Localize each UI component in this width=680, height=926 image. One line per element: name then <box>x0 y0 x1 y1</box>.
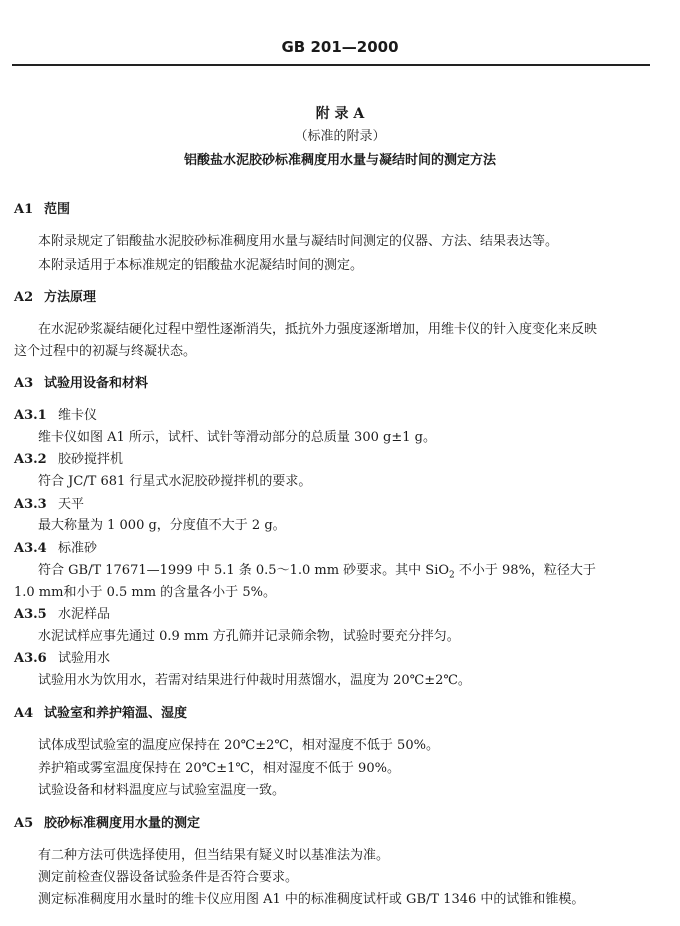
subsection-a3-1-heading <box>14 408 97 424</box>
paragraph-continued: 这个过程中的初凝与终凝状态。 <box>14 344 197 359</box>
paragraph: 符合 JC/T 681 行星式水泥胶砂搅拌机的要求。 <box>38 474 312 489</box>
standard-code-header: GB 201—2000 <box>281 38 399 56</box>
section-title: 试验用设备和材料 <box>44 376 149 391</box>
subsection-title: 胶砂搅拌机 <box>58 452 124 467</box>
paragraph: 本附录适用于本标准规定的铝酸盐水泥凝结时间的测定。 <box>38 258 364 273</box>
paragraph: 试验设备和材料温度应与试验室温度一致。 <box>38 783 286 798</box>
section-number: A1 <box>14 202 34 217</box>
paragraph: 水泥试样应事先通过 0.9 mm 方孔筛并记录筛余物，试验时要充分拌匀。 <box>38 629 460 644</box>
paragraph: 试体成型试验室的温度应保持在 20℃±2℃，相对湿度不低于 50%。 <box>38 738 439 753</box>
subsection-a3-2-heading <box>14 452 123 468</box>
paragraph: 有二种方法可供选择使用，但当结果有疑义时以基准法为准。 <box>38 848 390 863</box>
subsection-number: A3.4 <box>14 541 47 556</box>
subsection-title: 试验用水 <box>58 651 111 666</box>
section-number: A2 <box>14 290 34 305</box>
text-run: 符合 GB/T 17671—1999 中 5.1 条 0.5～1.0 mm 砂要求。其中 SiO <box>38 563 450 578</box>
section-title: 试验室和养护箱温、湿度 <box>44 706 188 721</box>
subsection-title: 水泥样品 <box>58 607 111 622</box>
subsection-title: 天平 <box>58 497 85 512</box>
section-number: A5 <box>14 816 34 831</box>
subsection-title: 标准砂 <box>58 541 98 556</box>
appendix-note: （标准的附录） <box>294 129 386 144</box>
section-title: 范围 <box>44 202 71 217</box>
appendix-subtitle: 铝酸盐水泥胶砂标准稠度用水量与凝结时间的测定方法 <box>183 153 496 168</box>
paragraph <box>38 563 596 584</box>
section-title: 方法原理 <box>44 290 97 305</box>
paragraph: 养护箱或雾室温度保持在 20℃±1℃，相对湿度不低于 90%。 <box>38 761 400 776</box>
section-a3-heading <box>14 376 148 392</box>
section-number: A3 <box>14 376 34 391</box>
appendix-title: 附 录 A <box>315 106 365 122</box>
section-a1-heading <box>14 202 70 218</box>
subsection-title: 维卡仪 <box>58 408 98 423</box>
header-rule <box>12 64 650 66</box>
section-number: A4 <box>14 706 34 721</box>
paragraph: 最大称量为 1 000 g，分度值不大于 2 g。 <box>38 518 286 533</box>
section-a2-heading <box>14 290 96 306</box>
subsection-number: A3.2 <box>14 452 47 467</box>
paragraph: 试验用水为饮用水，若需对结果进行仲裁时用蒸馏水，温度为 20℃±2℃。 <box>38 673 471 688</box>
subsection-a3-4-heading <box>14 541 97 557</box>
subsection-a3-3-heading <box>14 497 84 513</box>
subsection-number: A3.5 <box>14 607 47 622</box>
text-run: 不小于 98%，粒径大于 <box>454 563 596 578</box>
section-a5-heading <box>14 816 200 832</box>
section-a4-heading <box>14 706 187 722</box>
subsection-number: A3.1 <box>14 408 47 423</box>
paragraph: 在水泥砂浆凝结硬化过程中塑性逐渐消失，抵抗外力强度逐渐增加，用维卡仪的针入度变化来反映 <box>38 322 598 337</box>
subsection-a3-5-heading <box>14 607 110 623</box>
paragraph: 测定标准稠度用水量时的维卡仪应用图 A1 中的标准稠度试杆或 GB/T 1346 中的试锥和锥模。 <box>38 892 585 907</box>
paragraph: 本附录规定了铝酸盐水泥胶砂标准稠度用水量与凝结时间测定的仪器、方法、结果表达等。 <box>38 234 559 249</box>
subscript: 2 <box>449 570 455 581</box>
paragraph: 维卡仪如图 A1 所示，试杆、试针等滑动部分的总质量 300 g±1 g。 <box>38 430 436 445</box>
paragraph-continued: 1.0 mm和小于 0.5 mm 的含量各小于 5%。 <box>14 585 276 600</box>
subsection-a3-6-heading <box>14 651 110 667</box>
section-title: 胶砂标准稠度用水量的测定 <box>44 816 201 831</box>
subsection-number: A3.3 <box>14 497 47 512</box>
subsection-number: A3.6 <box>14 651 47 666</box>
paragraph: 测定前检查仪器设备试验条件是否符合要求。 <box>38 870 299 885</box>
